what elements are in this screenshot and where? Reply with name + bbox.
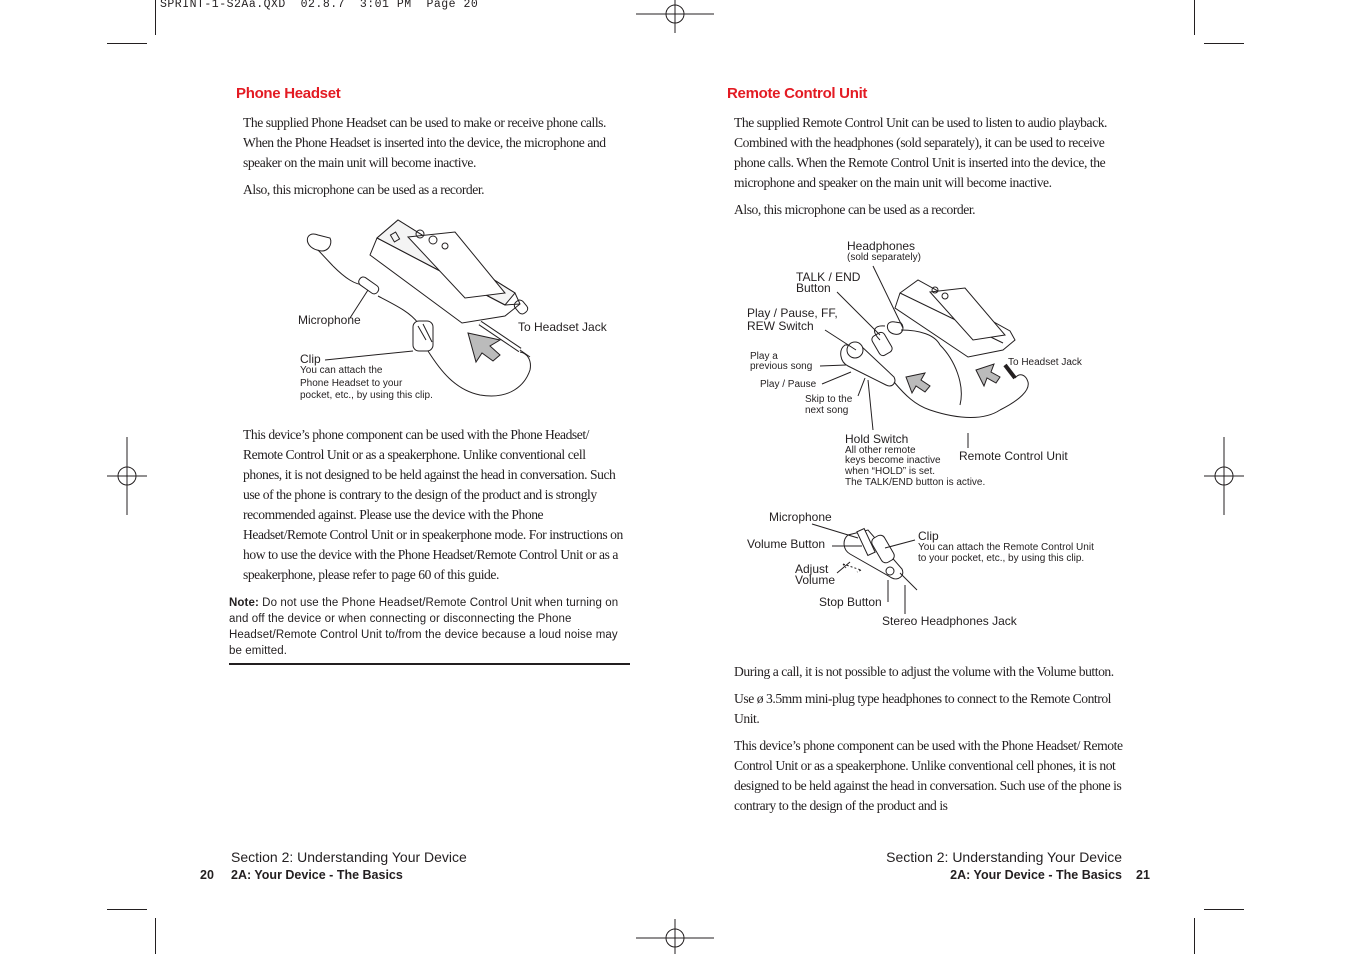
fig-label-play-pause: Play / Pause (760, 379, 817, 390)
fig-label-play-prev-1: Play a (750, 351, 778, 362)
fig-label-skip-1: Skip to the (805, 394, 853, 405)
footer-chapter-left: 2A: Your Device - The Basics (231, 868, 403, 882)
fig-label-skip-2: next song (805, 405, 849, 416)
footer-section-right: Section 2: Understanding Your Device (886, 849, 1122, 865)
remote-control-notes (734, 662, 1124, 823)
phone-usage-paragraph-right: This device’s phone component can be used with the Phone Headset/ Remote Control Unit or as a speakerphone. Unlike conventional cell phones, it is not designed to be held against the head in conversation. Such use of the phone is contrary to the design of the product and is (734, 738, 1123, 813)
remote-intro-paragraph: The supplied Remote Control Unit can be used to listen to audio playback. Combined with the headphones (sold separately), it can be used to receive phone calls. When the Remote Control Unit is inserted into the device, the microphone and speaker on the main unit will become inactive. (734, 115, 1107, 190)
volume-note-paragraph: During a call, it is not possible to adjust the volume with the Volume button. (734, 664, 1114, 679)
fig-label-clip: Clip (300, 352, 321, 366)
fig-label-to-headset-jack: To Headset Jack (518, 320, 607, 334)
fig-label-headphones: Headphones (847, 239, 916, 253)
fig-label-adjust-1: Adjust (795, 562, 829, 576)
remote-recorder-paragraph: Also, this microphone can be used as a recorder. (734, 202, 976, 217)
mini-plug-paragraph: Use ø 3.5mm mini-plug type headphones to connect to the Remote Control Unit. (734, 691, 1111, 726)
fig-label-play-pause-ff-2: REW Switch (747, 319, 814, 333)
fig-hold-desc-1: All other remote (845, 445, 916, 456)
fig-clip-desc-right-1: You can attach the Remote Control Unit (918, 542, 1094, 553)
slug-line: SPRINT-1-S2Aa.QXD 02.8.7 3:01 PM Page 20 (160, 0, 479, 11)
fig-hold-desc-3: when “HOLD” is set. (845, 466, 936, 477)
fig-label-to-headset-jack-right: To Headset Jack (1008, 357, 1082, 368)
fig-label-play-prev-2: previous song (750, 361, 813, 372)
fig-label-clip-right: Clip (918, 529, 939, 543)
usage-text: This device’s phone component can be used with the Phone Headset/ Remote Control Unit or as a speakerphone. Unlike conventional cell phones, it is not designed to be held against the head in conversation. Such use of the phone is contrary to the design of the product and is strongly recommended against. Please use the device with the Phone Headset/Remote Control Unit or in speakerphone mode. For instructions on how to use the device with the Phone Headset/Remote Control Unit or as a speakerphone, please refer to page 60 of this guide. (243, 427, 623, 582)
phone-headset-heading: Phone Headset (236, 85, 341, 102)
remote-control-heading: Remote Control Unit (727, 85, 868, 102)
footer-section-left: Section 2: Understanding Your Device (231, 849, 467, 865)
fig-clip-desc-1: You can attach the (300, 365, 383, 376)
fig-label-microphone-right: Microphone (769, 510, 832, 524)
fig-label-talk-end-2: Button (796, 281, 831, 295)
fig-clip-desc-3: pocket, etc., by using this clip. (300, 390, 433, 401)
page-number-left: 20 (200, 868, 214, 882)
fig-label-volume-button: Volume Button (747, 537, 826, 551)
fig-label-remote-control-unit: Remote Control Unit (959, 449, 1068, 463)
fig-hold-desc-4: The TALK/END button is active. (845, 477, 986, 488)
note-label: Note: (229, 597, 259, 609)
fig-clip-desc-right-2: to your pocket, etc., by using this clip. (918, 553, 1085, 564)
intro-paragraph: The supplied Phone Headset can be used to make or receive phone calls. When the Phone Headset is inserted into the device, the microphone and speaker on the main unit will become inactive. (243, 115, 606, 170)
footer-chapter-right: 2A: Your Device - The Basics (950, 868, 1122, 882)
note-text: Do not use the Phone Headset/Remote Control Unit when turning on and off the device or when connecting or disconnecting the Phone Headset/Remote Control Unit to/from the device because a loud noise may be emitted. (229, 597, 619, 657)
recorder-paragraph: Also, this microphone can be used as a recorder. (243, 182, 485, 197)
fig-hold-desc-2: keys become inactive (845, 455, 941, 466)
fig-label-microphone: Microphone (298, 313, 361, 327)
fig-label-adjust-2: Volume (795, 573, 836, 587)
fig-label-stop-button: Stop Button (819, 595, 882, 609)
fig-label-hold-switch: Hold Switch (845, 432, 909, 446)
fig-label-play-pause-ff-1: Play / Pause, FF, (747, 306, 838, 320)
fig-label-sold-separately: (sold separately) (847, 252, 921, 263)
page-number-right: 21 (1136, 868, 1150, 882)
fig-clip-desc-2: Phone Headset to your (300, 378, 403, 389)
fig-label-stereo-jack: Stereo Headphones Jack (882, 614, 1017, 628)
fig-label-talk-end-1: TALK / END (796, 270, 861, 284)
